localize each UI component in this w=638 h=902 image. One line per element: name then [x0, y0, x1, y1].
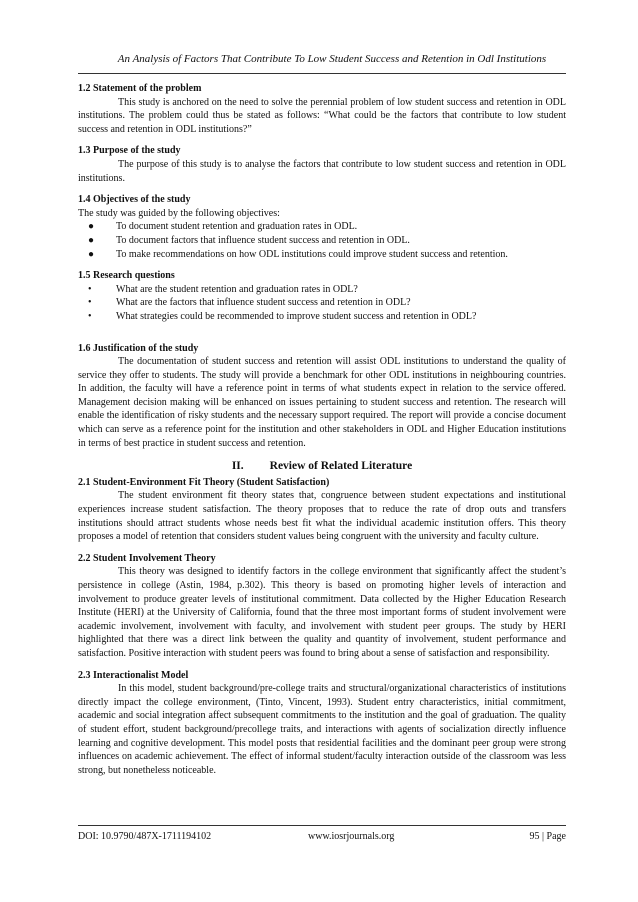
bullet-icon: ● [88, 234, 95, 246]
objectives-list [78, 220, 566, 261]
footer-rule [78, 825, 566, 826]
heading-interactionalist-model: 2.3 Interactionalist Model [78, 669, 189, 681]
bullet-icon: • [88, 283, 92, 295]
objectives-intro: The study was guided by the following objectives: [78, 207, 280, 219]
heading-objectives: 1.4 Objectives of the study [78, 194, 191, 206]
paragraph-justification: The documentation of student success and retention will assist ODL institutions to understand the quality of service they offer to students. The study will provide a benchmark for other ODL institutions in neighbouring countries. In addition, the faculty will have a reference point in terms of what students expect in relation to the service offered. Management decision making will be enhanced on issues pertaining to student success and retention. The research will enable the identification of risky students and the necessary support required. The report will provide a concise document which can serve as a reference point for the institution and other stakeholders in ODL and Higher Education institutions in terms of best practice in student success and retention. [78, 356, 566, 449]
list-item: ● To document student retention and graduation rates in ODL. [88, 221, 358, 233]
list-item: • What strategies could be recommended to improve student success and retention in ODL? [88, 310, 477, 322]
section-spacer [78, 324, 566, 334]
list-item: • What are the factors that influence student success and retention in ODL? [88, 297, 411, 309]
list-item: • What are the student retention and graduation rates in ODL? [88, 283, 358, 295]
bullet-icon: • [88, 310, 92, 322]
paragraph-student-involvement: This theory was designed to identify factors in the college environment that significantly affect the student’s persistence in college (Astin, 1984, p.302). This theory is based on promoting higher levels of interaction and involvement to produce greater levels of institutional commitment. Data collected by the Higher Education Research Institute (HERI) at the University of California, found that the three most important forms of student involvement were academic involvement, involvement with faculty, and involvement with student peer groups. The study by HERI highlighted that there was a direct link between the quality and quantity of involvement, student performance and satisfaction. Positive interaction with student peers was found to bring about a sense of satisfaction and responsibility. [78, 566, 566, 659]
research-questions-list [78, 283, 566, 324]
bullet-icon: ● [88, 248, 95, 260]
section-title-literature [78, 460, 566, 474]
heading-justification: 1.6 Justification of the study [78, 342, 199, 354]
running-head: An Analysis of Factors That Contribute To Low Student Success and Retention in Odl Institutions [117, 53, 547, 65]
section-number: II. [231, 460, 244, 473]
heading-student-environment-fit: 2.1 Student-Environment Fit Theory (Student Satisfaction) [78, 476, 330, 488]
footer-page-number: 95 | Page [529, 831, 566, 842]
paragraph-student-environment-fit: The student environment fit theory states that, congruence between student expectations and institutional experiences increase student satisfaction. The theory proposes that to reduce the rate of drop outs and transfers institutions should attract students whose needs best fit what the individual academic institution offers. This theory proposes a model of retention that considers student values being congruent with the university and faculty culture. [78, 490, 566, 543]
paragraph-statement-of-problem: This study is anchored on the need to solve the perennial problem of low student success and retention in ODL institutions. The problem could thus be stated as follows: “What could be the factors that contribute to low student success and retention in ODL institutions?” [78, 96, 566, 135]
bullet-icon: • [88, 297, 92, 309]
section-title-text: Review of Related Literature [269, 460, 413, 473]
heading-purpose: 1.3 Purpose of the study [78, 145, 181, 157]
paragraph-purpose: The purpose of this study is to analyse the factors that contribute to low student success and retention in ODL institutions. [78, 158, 566, 184]
list-item: ● To make recommendations on how ODL institutions could improve student success and retention. [88, 248, 508, 260]
paragraph-interactionalist-model: In this model, student background/pre-college traits and structural/organizational characteristics of institutions directly impact the college environment, (Tinto, Vincent, 1993). Student entry characteristics, initial commitment, academic and social integration affect subsequent commitments to the institution and the goal of graduation. The quality of student effort, student background/precollege traits, and interactions with agents of socialization directly influence learning and cognitive development. This model posts that residential facilities and the dominant peer group were strong influences on academic achievement. The effect of informal student/faculty interaction outside of the classroom was less strong, but nonetheless noticeable. [78, 683, 566, 776]
heading-student-involvement: 2.2 Student Involvement Theory [78, 552, 216, 564]
heading-statement-of-problem: 1.2 Statement of the problem [78, 83, 202, 94]
heading-research-questions: 1.5 Research questions [78, 270, 175, 282]
bullet-icon: ● [88, 221, 95, 233]
list-item: ● To document factors that influence student success and retention in ODL. [88, 234, 410, 246]
footer-doi: DOI: 10.9790/487X-1711194102 [78, 831, 212, 842]
page-body [78, 82, 566, 777]
footer-url: www.iosrjournals.org [308, 831, 395, 842]
header-rule [78, 73, 566, 74]
